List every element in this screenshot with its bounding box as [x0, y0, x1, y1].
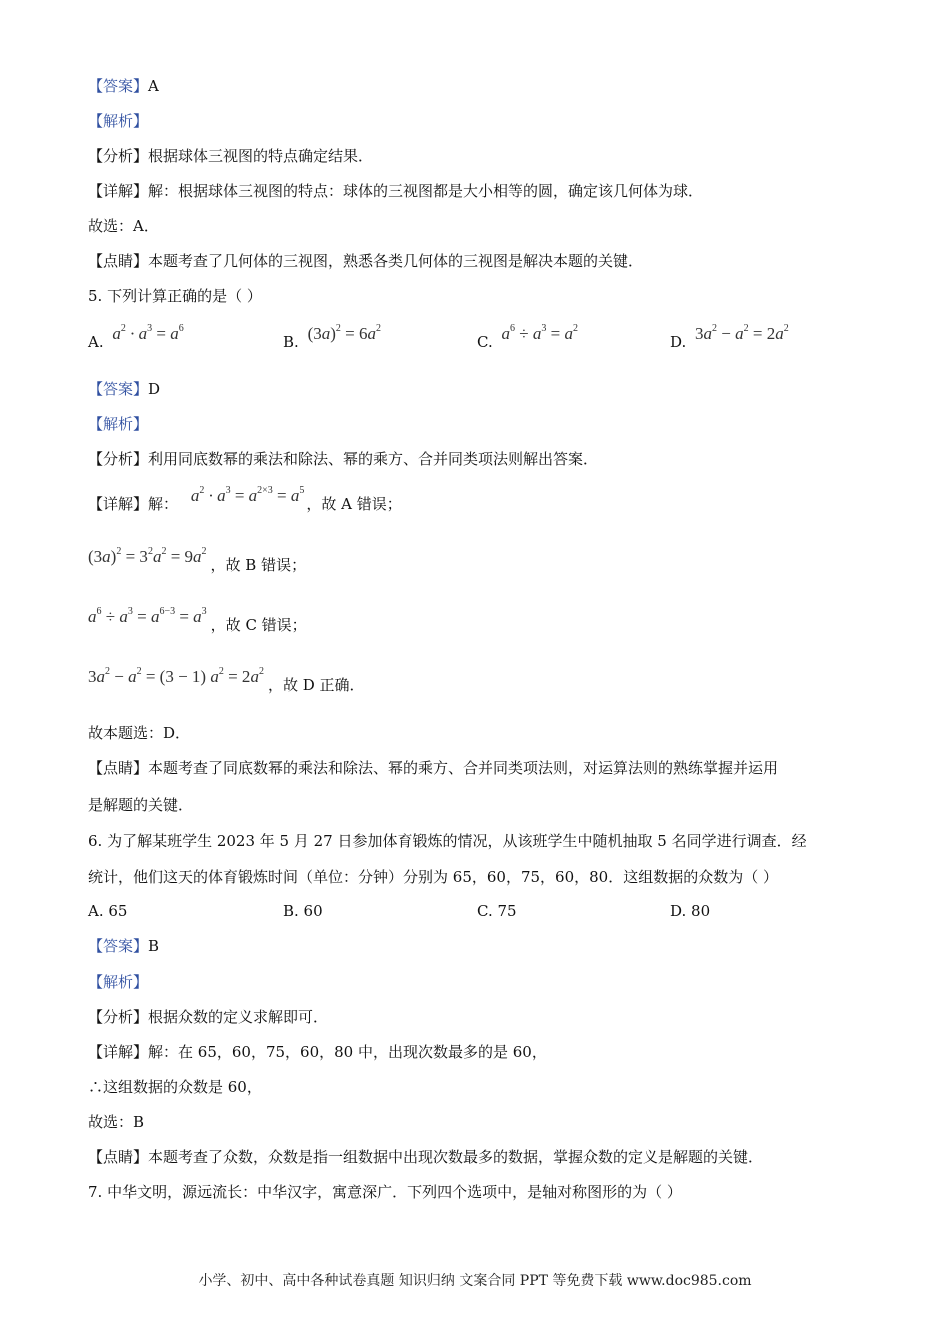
- fenxi-tag: 【分析】: [88, 147, 149, 165]
- fenxi-text: 根据众数的定义求解即可．: [148, 1008, 329, 1026]
- q5-option-c: [477, 323, 578, 352]
- answer-value: B: [148, 937, 160, 955]
- q6-stem-2: 统计，他们这天的体育锻炼时间（单位：分钟）分别为 65，60，75，60，80．这组数据的众数为（ ）: [88, 868, 778, 886]
- fenxi-tag: 【分析】: [88, 450, 149, 468]
- q4-answer-line: [88, 76, 159, 96]
- option-c-formula: $a^6 \div a^3 = a^2$: [501, 323, 578, 343]
- xiangjie-tag: 【详解】: [88, 1043, 149, 1061]
- q5-option-a: [88, 323, 184, 352]
- xiangjie-prefix: 解：: [148, 495, 179, 513]
- dianjing-text: 本题考查了几何体的三视图，熟悉各类几何体的三视图是解决本题的关键．: [148, 252, 644, 270]
- dianjing-tag: 【点睛】: [88, 252, 149, 270]
- step-d-verdict: ，故 D 正确．: [267, 676, 365, 694]
- q5-xiangjie-step-a: [88, 485, 402, 514]
- q5-step-d: [88, 666, 365, 695]
- q4-xiangjie: [88, 181, 703, 201]
- answer-tag: 【答案】: [88, 77, 149, 95]
- q5-fenxi: [88, 449, 598, 469]
- answer-value: A: [148, 77, 159, 95]
- q4-fenxi: [88, 146, 373, 166]
- option-label: B.: [283, 333, 299, 351]
- q5-stem: 5. 下列计算正确的是（ ）: [88, 287, 262, 305]
- dianjing-tag: 【点睛】: [88, 759, 149, 777]
- q6-xiangjie: [88, 1042, 547, 1062]
- step-b-formula: $(3a)^2 = 3^2a^2 = 9a^2$: [88, 546, 207, 566]
- step-d-formula: $3a^2 - a^2 = (3 - 1) a^2 = 2a^2$: [88, 666, 264, 686]
- q5-select: 故本题选：D．: [88, 724, 191, 742]
- q5-dianjing: [88, 758, 778, 778]
- q5-step-c: [88, 606, 307, 635]
- q6-answer-line: [88, 936, 159, 956]
- q6-option-b: B. 60: [283, 902, 323, 920]
- dianjing-tag: 【点睛】: [88, 1148, 149, 1166]
- xiangjie-text: 解：在 65，60，75，60，80 中，出现次数最多的是 60，: [148, 1043, 547, 1061]
- q6-analysis-tag: 【解析】: [88, 973, 149, 991]
- q5-step-b: [88, 546, 307, 575]
- page-footer: 小学、初中、高中各种试卷真题 知识归纳 文案合同 PPT 等免费下载 www.doc985.com: [198, 1273, 752, 1289]
- step-b-verdict: ，故 B 错误；: [210, 556, 307, 574]
- option-b-formula: $(3a)^2 = 6a^2$: [307, 323, 382, 343]
- step-a-verdict: ，故 A 错误；: [306, 495, 402, 513]
- q6-fenxi: [88, 1007, 328, 1027]
- answer-tag: 【答案】: [88, 937, 149, 955]
- q6-dianjing: [88, 1147, 763, 1167]
- step-c-verdict: ，故 C 错误；: [210, 616, 307, 634]
- answer-value: D: [148, 380, 161, 398]
- q4-dianjing: [88, 251, 643, 271]
- xiangjie-tag: 【详解】: [88, 495, 149, 513]
- fenxi-tag: 【分析】: [88, 1008, 149, 1026]
- dianjing-text: 本题考查了同底数幂的乘法和除法、幂的乘方、合并同类项法则，对运算法则的熟练掌握并运用: [148, 759, 779, 777]
- q5-option-b: [283, 323, 382, 352]
- xiangjie-tag: 【详解】: [88, 182, 149, 200]
- q6-therefore: ∴这组数据的众数是 60，: [88, 1078, 262, 1096]
- q5-analysis-tag: 【解析】: [88, 415, 149, 433]
- option-d-formula: $3a^2 - a^2 = 2a^2$: [695, 323, 789, 343]
- q5-dianjing-cont: 是解题的关键．: [88, 796, 194, 814]
- q4-analysis-tag: 【解析】: [88, 112, 149, 130]
- dianjing-text: 本题考查了众数，众数是指一组数据中出现次数最多的数据，掌握众数的定义是解题的关键．: [148, 1148, 764, 1166]
- q6-stem-1: 6. 为了解某班学生 2023 年 5 月 27 日参加体育锻炼的情况，从该班学生中随机抽取 5 名同学进行调查．经: [88, 832, 807, 850]
- q6-option-d: D. 80: [670, 902, 711, 920]
- q6-option-a: A. 65: [88, 902, 128, 920]
- q6-option-c: C. 75: [477, 902, 517, 920]
- q7-stem: 7. 中华文明，源远流长：中华汉字，寓意深广．下列四个选项中，是轴对称图形的为（ ）: [88, 1183, 682, 1201]
- answer-tag: 【答案】: [88, 380, 149, 398]
- option-label: C.: [477, 333, 493, 351]
- option-label: D.: [670, 333, 687, 351]
- xiangjie-text: 解：根据球体三视图的特点：球体的三视图都是大小相等的圆，确定该几何体为球．: [148, 182, 704, 200]
- q5-option-d: [670, 323, 789, 352]
- q5-answer-line: [88, 379, 160, 399]
- fenxi-text: 利用同底数幂的乘法和除法、幂的乘方、合并同类项法则解出答案．: [148, 450, 599, 468]
- option-a-formula: $a^2 \cdot a^3 = a^6$: [112, 323, 184, 343]
- q4-select: 故选：A．: [88, 217, 159, 235]
- q6-select: 故选：B: [88, 1113, 145, 1131]
- fenxi-text: 根据球体三视图的特点确定结果．: [148, 147, 374, 165]
- step-a-formula: $a^2 \cdot a^3 = a^{2\times 3} = a^5$: [190, 485, 305, 505]
- step-c-formula: $a^6 \div a^3 = a^{6-3} = a^3$: [88, 606, 207, 626]
- option-label: A.: [88, 333, 104, 351]
